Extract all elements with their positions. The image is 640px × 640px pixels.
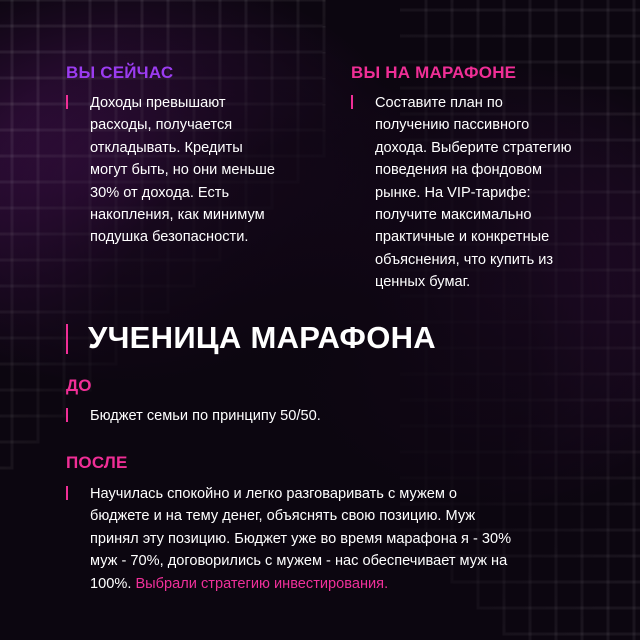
marathon-line: Составите план по — [375, 95, 503, 111]
now-line: подушка безопасности. — [90, 229, 249, 246]
after-line: муж - 70%, договорились с мужем - нас обеспечивает муж на — [90, 553, 508, 570]
now-line: могут быть, но они меньше — [90, 162, 276, 179]
marathon-line: получите максимально — [375, 207, 532, 224]
marathon-line: рынке. На VIP-тарифе: — [375, 184, 531, 201]
after-line — [90, 573, 620, 595]
main-title-bar — [66, 324, 68, 354]
marathon-heading: ВЫ НА МАРАФОНЕ — [351, 63, 517, 82]
after-line: принял эту позицию. Бюджет уже во время марафона я - 30% — [90, 530, 512, 547]
now-line: Доходы превышают — [90, 95, 226, 111]
after-last-line-start: 100%. — [90, 575, 136, 592]
marathon-line: дохода. Выберите стратегию — [375, 139, 572, 156]
marathon-line: ценных бумаг. — [375, 274, 471, 291]
after-bar — [66, 486, 68, 500]
before-heading: ДО — [66, 376, 92, 395]
marathon-line: получению пассивного — [375, 117, 530, 134]
now-bar — [66, 95, 68, 109]
marathon-line: практичные и конкретные — [375, 229, 550, 246]
after-line: бюджете и на тему денег, объяснять свою позицию. Муж — [90, 508, 476, 525]
now-heading: ВЫ СЕЙЧАС — [66, 63, 174, 82]
marathon-bar — [351, 95, 353, 109]
page-title: УЧЕНИЦА МАРАФОНА — [88, 320, 436, 355]
now-line: расходы, получается — [90, 117, 233, 134]
after-heading: ПОСЛЕ — [66, 453, 128, 472]
before-bar — [66, 408, 68, 422]
before-text: Бюджет семьи по принципу 50/50. — [90, 408, 321, 424]
now-line: накопления, как минимум — [90, 207, 265, 224]
marathon-line: объяснения, что купить из — [375, 251, 554, 268]
now-line: откладывать. Кредиты — [90, 139, 243, 156]
now-line: 30% от дохода. Есть — [90, 184, 230, 201]
marathon-line: поведения на фондовом — [375, 162, 542, 179]
after-line: Научилась спокойно и легко разговаривать с мужем о — [90, 486, 458, 502]
after-highlight: Выбрали стратегию инвестирования. — [135, 575, 389, 592]
